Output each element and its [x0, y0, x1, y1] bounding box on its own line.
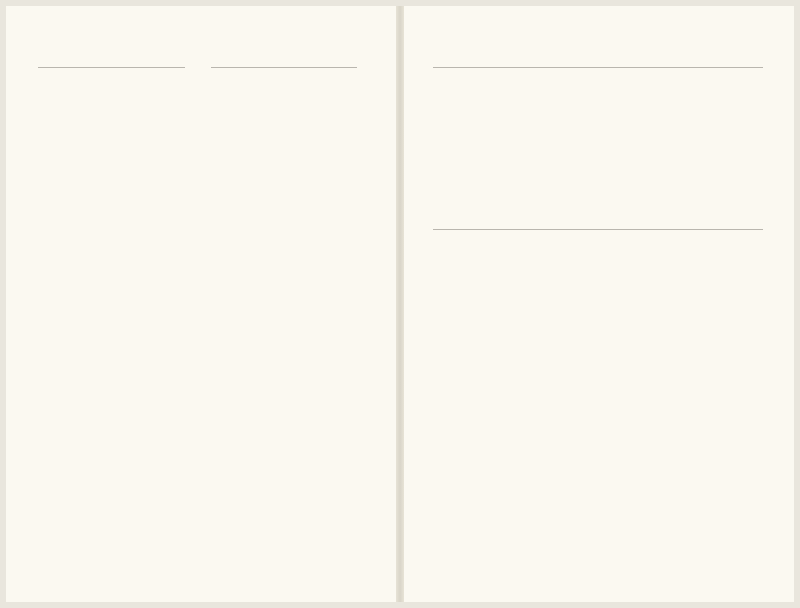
right-page	[404, 6, 794, 602]
left-page	[6, 6, 396, 602]
book-gutter	[396, 6, 404, 602]
units-title-rule	[38, 67, 185, 68]
paper-title-rule	[433, 67, 763, 68]
incoterms-title-rule	[433, 229, 763, 230]
units-title-rule-2	[211, 67, 357, 68]
